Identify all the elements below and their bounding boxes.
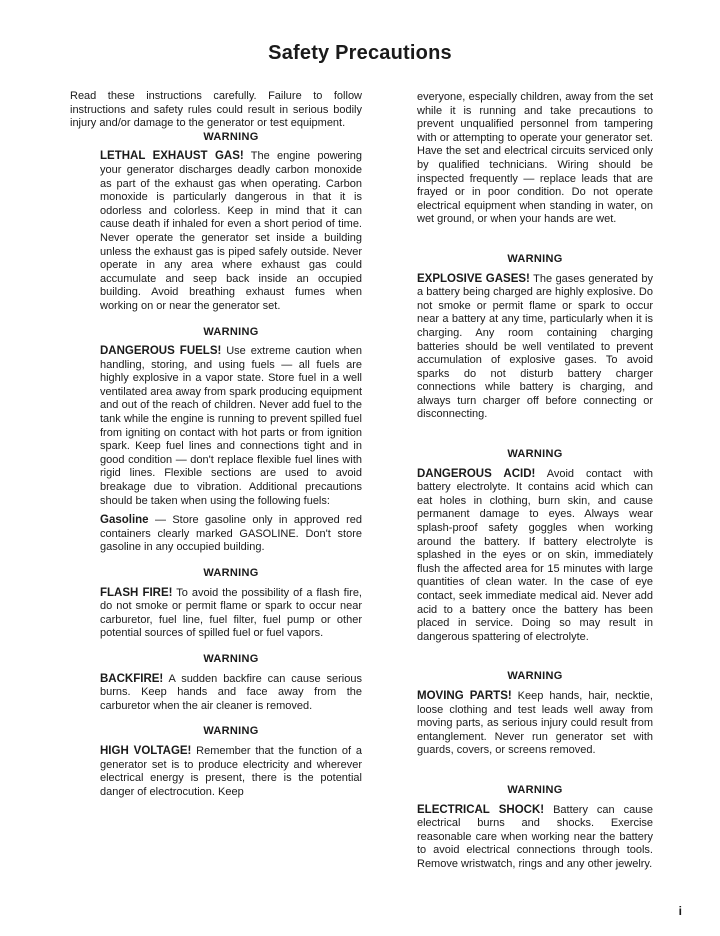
warning-text: Keep hands, hair, necktie, loose clothing and test leads well away from moving parts, as serious injury could result from entanglement. Never run generator set with guards, covers, or screens removed. (417, 689, 653, 757)
gasoline-note (100, 514, 362, 555)
warning-lead: LETHAL EXHAUST GAS! (100, 150, 244, 163)
warning-moving (417, 670, 653, 758)
page-title: Safety Precautions (268, 42, 452, 64)
warning-text: A sudden backfire can cause serious burns. Keep hands and face away from the carburetor when the air cleaner is removed. (100, 672, 362, 712)
gasoline-text: — Store gasoline only in approved red containers clearly marked GASOLINE. Don't store gasoline in any occupied building. (100, 514, 362, 554)
warning-exhaust (100, 131, 362, 314)
warning-lead: DANGEROUS FUELS! (100, 345, 222, 358)
warning-body (100, 745, 362, 799)
warning-heading: WARNING (507, 252, 563, 265)
warning-text-continued: everyone, especially children, away from the set while it is running and take precautions to prevent unqualified personnel from tampering with or attempting to operate your generator set. Have the set and electrical circuits serviced only by qualified technicians. Wiring should be inspected frequently — replace leads that are frayed or in poor condition. Do not operate electrical equipment when standing in water, on wet ground, or when your hands are wet. (417, 91, 653, 226)
warning-text: The gases generated by a battery being charged are highly explosive. Do not smoke or permit flame or spark to occur near a battery at any time, particularly when it is charging. Any room containing charging batteries should be well ventilated to prevent accumulation of explosive gases. To avoid sparks do not disturb battery charger connections while battery is charging, and always turn charger off before connecting or disconnecting. (417, 272, 653, 421)
page-number: i (678, 904, 682, 918)
warning-voltage-continued (417, 91, 653, 227)
warning-body (417, 273, 653, 423)
warning-body (100, 345, 362, 508)
warning-body (417, 804, 653, 872)
warning-fuels (100, 326, 362, 556)
warning-body (100, 150, 362, 313)
warning-heading: WARNING (203, 652, 259, 665)
warning-body (100, 587, 362, 641)
warning-text: Remember that the function of a generator set is to produce electricity and wherever electrical energy is present, there is the potential danger of electrocution. Keep (100, 744, 362, 798)
warning-flash (100, 567, 362, 641)
warning-heading: WARNING (203, 325, 259, 338)
warning-heading: WARNING (507, 783, 563, 796)
warning-lead: FLASH FIRE! (100, 586, 173, 599)
warning-lead: HIGH VOLTAGE! (100, 744, 192, 757)
warning-heading: WARNING (203, 567, 259, 579)
warning-voltage (100, 725, 362, 799)
intro-paragraph: Read these instructions carefully. Failure to follow instructions and safety rules could result in serious bodily injury and/or damage to the generator or test equipment. (70, 90, 362, 130)
warning-body (417, 690, 653, 758)
warning-text: The engine powering your generator discharges deadly carbon monoxide as part of the exhaust gas when operating. Carbon monoxide is particularly dangerous in that it is odorless and colorless. Keep in mind that it can cause death if inhaled for even a short period of time. Never operate the generator set inside a building unless the exhaust gas is piped safely outside. Never operate in any area where exhaust gas could accumulate and seep back inside an occupied building. Avoid breathing exhaust fumes when working on or near the generator set. (100, 150, 362, 312)
warning-text: To avoid the possibility of a flash fire, do not smoke or permit flame or spark to occur near carburetor, fuel line, fuel filter, fuel pump or other potential sources of spilled fuel or fuel vapors. (100, 586, 362, 640)
warning-lead: EXPLOSIVE GASES! (417, 272, 530, 285)
warning-shock (417, 784, 653, 872)
warning-heading: WARNING (507, 670, 563, 683)
left-column (70, 90, 362, 811)
warning-gases (417, 253, 653, 422)
warning-heading: WARNING (203, 725, 259, 738)
warning-acid (417, 448, 653, 644)
warning-text: Use extreme caution when handling, storing, and using fuels — all fuels are highly explosive in a vapor state. Store fuel in a well ventilated area away from spark producing equipment and out of the reach of children. Never add fuel to the tank while the engine is running to prevent spilled fuel from igniting on contact with hot parts or from ignition spark. Keep fuel lines and connections tight and in good condition — don't replace flexible fuel lines with rigid lines. Flexible sections are used to avoid breakage due to vibration. Additional precautions should be taken when using the following fuels: (100, 345, 362, 507)
right-warnings (417, 91, 653, 872)
warning-heading: WARNING (203, 130, 259, 143)
warning-lead: DANGEROUS ACID! (417, 467, 536, 480)
warning-lead: ELECTRICAL SHOCK! (417, 803, 545, 816)
warning-body (100, 673, 362, 714)
warning-text: Avoid contact with battery electrolyte. It contains acid which can eat holes in clothing, burn skin, and cause permanent damage to eyes. Always wear splash-proof safety goggles when working around the battery. If battery electrolyte is splashed in the eyes or on skin, immediately flush the affected area for 15 minutes with large quantities of clean water. In the case of eye contact, seek immediate medical aid. Never add acid to a battery once the battery has been placed in service. Doing so may result in dangerous spattering of electrolyte. (417, 467, 653, 643)
warning-heading: WARNING (507, 448, 563, 461)
warning-backfire (100, 653, 362, 713)
warning-lead: MOVING PARTS! (417, 689, 512, 702)
left-warnings (100, 131, 362, 800)
warning-body (417, 468, 653, 645)
right-column (417, 91, 653, 884)
warning-text: Battery can cause electrical burns and shocks. Exercise reasonable care when working near the battery to avoid electrical connections through tools. Remove wristwatch, rings and any other jewelry. (417, 803, 653, 870)
warning-lead: BACKFIRE! (100, 672, 164, 685)
gasoline-lead: Gasoline (100, 514, 149, 527)
